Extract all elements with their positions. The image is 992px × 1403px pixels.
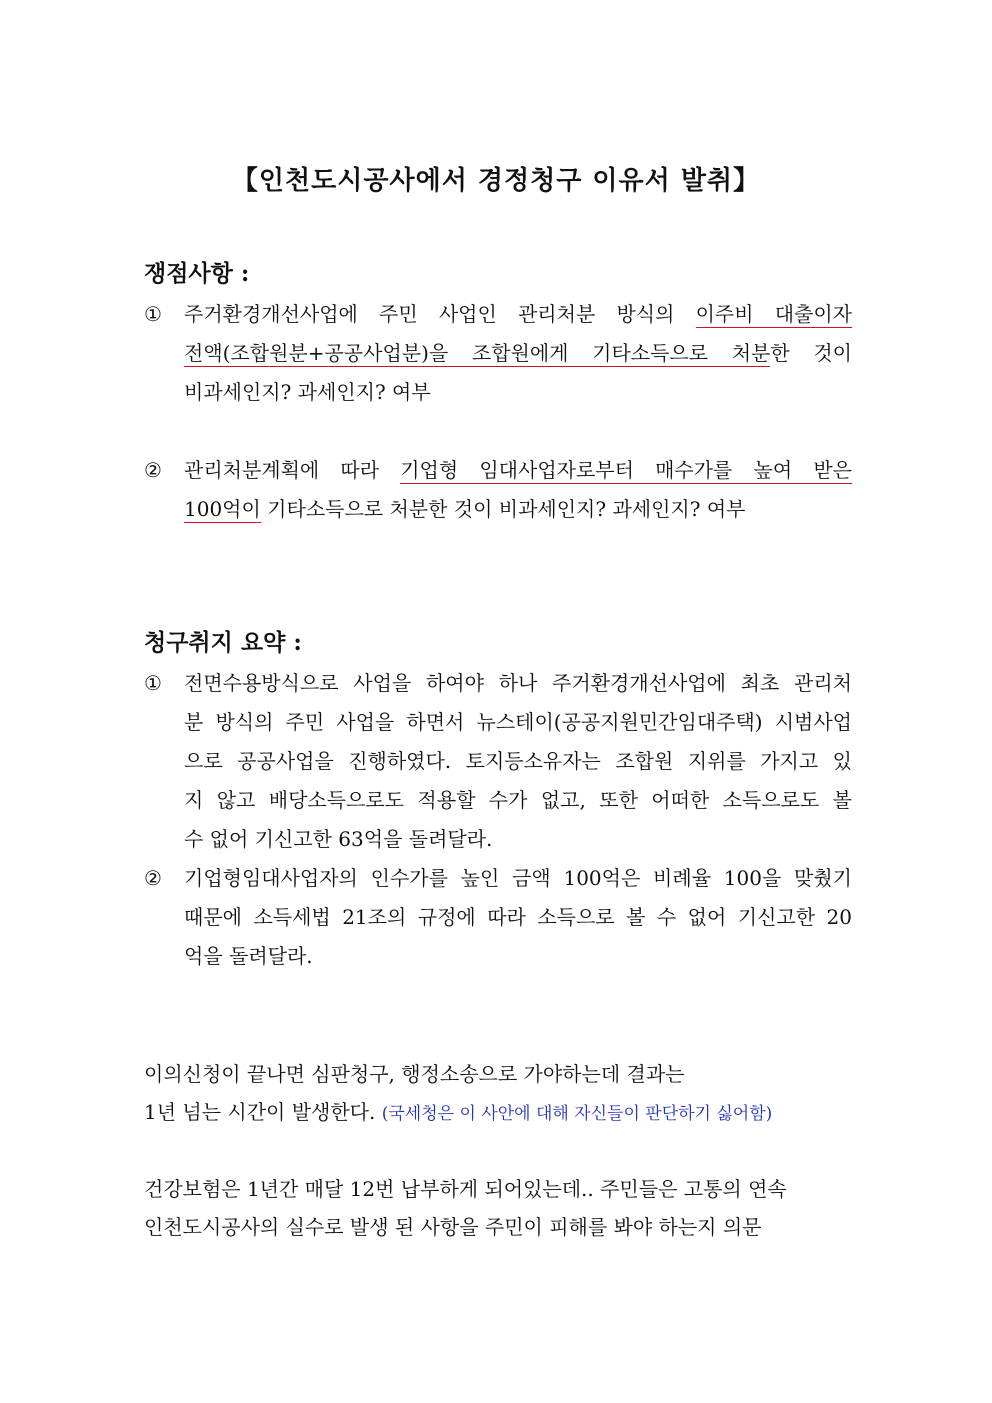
page-title: 【인천도시공사에서 경정청구 이유서 발취】 bbox=[231, 166, 761, 196]
note-paragraph-1 bbox=[144, 1055, 772, 1131]
underlined-text: 이주비 대출이자 bbox=[695, 302, 852, 326]
summary-1-line: 지 않고 배당소득으로도 적용할 수가 없고, 또한 어떠한 소득으로도 볼 bbox=[184, 788, 852, 812]
summary-item-2 bbox=[144, 859, 852, 976]
issue-item-2 bbox=[144, 451, 852, 529]
summary-1-line: 수 없어 기신고한 63억을 돌려달라. bbox=[184, 827, 493, 851]
item-marker: ② bbox=[144, 458, 162, 482]
issue-2-line-1: 관리처분계획에 따라 기업형 임대사업자로부터 매수가를 높여 받은 bbox=[184, 458, 852, 482]
note-1-line-2: 1년 넘는 시간이 발생한다. (국세청은 이 사안에 대해 자신들이 판단하기 싫어함) bbox=[144, 1100, 773, 1124]
summary-2-line: 억을 돌려달라. bbox=[184, 944, 313, 968]
underlined-text: 100억이 bbox=[184, 497, 261, 521]
summary-item-1 bbox=[144, 664, 852, 859]
note-2-line-1: 건강보험은 1년간 매달 12번 납부하게 되어있는데.. 주민들은 고통의 연속 bbox=[144, 1177, 787, 1201]
issue-item-1 bbox=[144, 295, 852, 412]
issues-heading: 쟁점사항 : bbox=[144, 260, 250, 287]
summary-1-line: 분 방식의 주민 사업을 하면서 뉴스테이(공공지원민간임대주택) 시범사업 bbox=[184, 710, 852, 734]
issue-1-line-1: 주거환경개선사업에 주민 사업인 관리처분 방식의 이주비 대출이자 bbox=[184, 302, 852, 326]
underlined-text: 전액(조합원분+공공사업분)을 조합원에게 기타소득으로 처분 bbox=[184, 341, 771, 365]
issue-1-line-3: 비과세인지? 과세인지? 여부 bbox=[184, 380, 431, 404]
summary-2-line: 기업형임대사업자의 인수가를 높인 금액 100억은 비례율 100을 맞췄기 bbox=[184, 866, 852, 890]
summary-1-line: 으로 공공사업을 진행하였다. 토지등소유자는 조합원 지위를 가지고 있 bbox=[184, 749, 852, 773]
item-marker: ② bbox=[144, 866, 162, 890]
note-2-line-2: 인천도시공사의 실수로 발생 된 사항을 주민이 피해를 봐야 하는지 의문 bbox=[144, 1215, 762, 1239]
summary-2-line: 때문에 소득세법 21조의 규정에 따라 소득으로 볼 수 없어 기신고한 20 bbox=[184, 905, 852, 929]
item-marker: ① bbox=[144, 302, 162, 326]
summary-heading: 청구취지 요약 : bbox=[144, 629, 302, 656]
underlined-text: 기업형 임대사업자로부터 매수가를 높여 받은 bbox=[400, 458, 852, 482]
note-1-line-1: 이의신청이 끝나면 심판청구, 행정소송으로 가야하는데 결과는 bbox=[144, 1062, 685, 1086]
blue-note: (국세청은 이 사안에 대해 자신들이 판단하기 싫어함) bbox=[381, 1104, 773, 1124]
item-marker: ① bbox=[144, 671, 162, 695]
summary-1-line: 전면수용방식으로 사업을 하여야 하나 주거환경개선사업에 최초 관리처 bbox=[184, 671, 852, 695]
note-paragraph-2 bbox=[144, 1170, 787, 1246]
issue-2-line-2: 100억이 기타소득으로 처분한 것이 비과세인지? 과세인지? 여부 bbox=[184, 497, 746, 521]
issue-1-line-2: 전액(조합원분+공공사업분)을 조합원에게 기타소득으로 처분한 것이 bbox=[184, 341, 853, 365]
